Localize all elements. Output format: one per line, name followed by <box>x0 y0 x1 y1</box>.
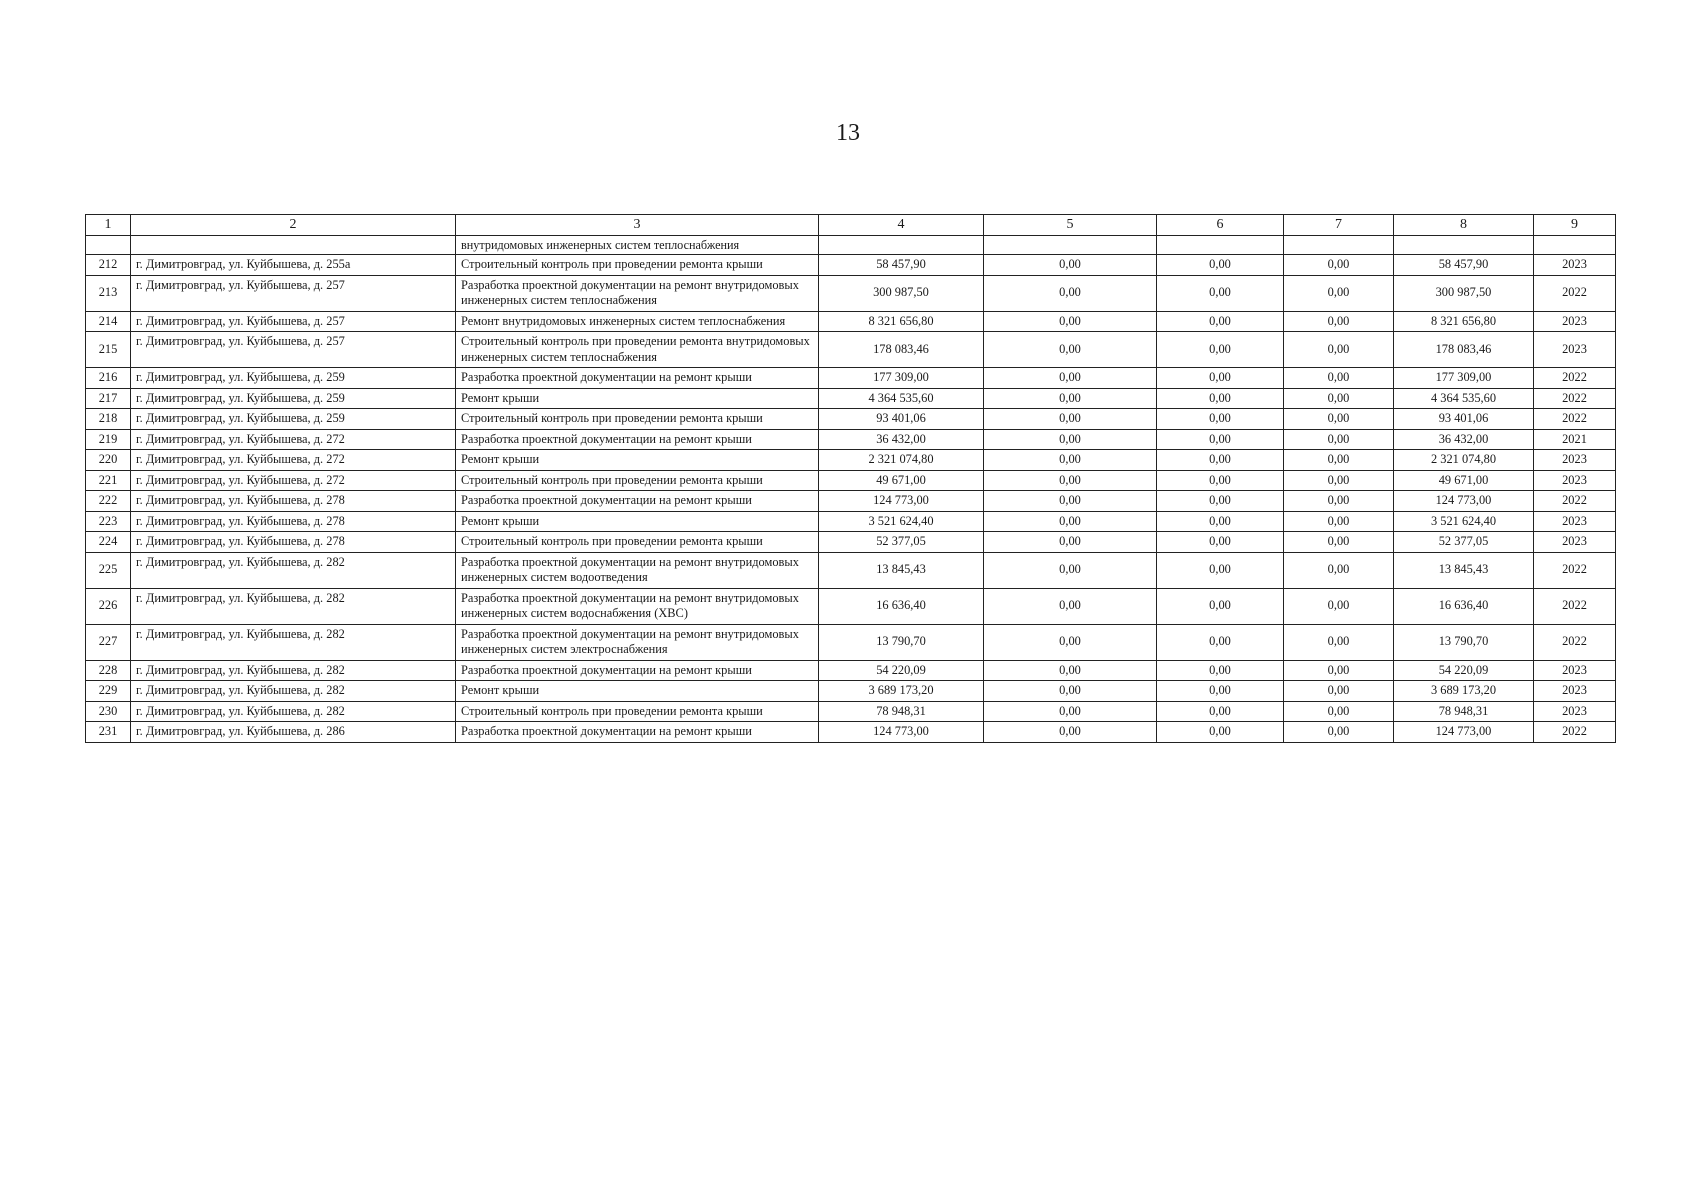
value-col-5: 0,00 <box>984 722 1157 742</box>
table-row <box>86 471 1616 492</box>
row-number: 229 <box>86 681 131 701</box>
work-description: Разработка проектной документации на ремонт крыши <box>456 661 819 681</box>
value-col-8: 3 521 624,40 <box>1394 512 1534 532</box>
address-cell: г. Димитровград, ул. Куйбышева, д. 286 <box>131 722 456 742</box>
header-col-5: 5 <box>984 215 1157 235</box>
header-col-2: 2 <box>131 215 456 235</box>
address-cell: г. Димитровград, ул. Куйбышева, д. 278 <box>131 512 456 532</box>
value-col-6: 0,00 <box>1157 450 1284 470</box>
value-col-8: 300 987,50 <box>1394 276 1534 311</box>
year-cell: 2022 <box>1534 409 1616 429</box>
address-cell: г. Димитровград, ул. Куйбышева, д. 259 <box>131 368 456 388</box>
work-description: Разработка проектной документации на ремонт внутридомовых инженерных систем электроснабжения <box>456 625 819 660</box>
table-row <box>86 512 1616 533</box>
total-cost-cell: 16 636,40 <box>819 589 984 624</box>
value-col-6: 0,00 <box>1157 409 1284 429</box>
value-col-7: 0,00 <box>1284 553 1394 588</box>
row-number: 228 <box>86 661 131 681</box>
value-col-6: 0,00 <box>1157 389 1284 409</box>
table-row <box>86 491 1616 512</box>
value-col-8: 177 309,00 <box>1394 368 1534 388</box>
value-col-6: 0,00 <box>1157 722 1284 742</box>
row-number: 217 <box>86 389 131 409</box>
year-cell: 2022 <box>1534 276 1616 311</box>
value-col-6: 0,00 <box>1157 681 1284 701</box>
total-cost-cell: 8 321 656,80 <box>819 312 984 332</box>
address-cell: г. Димитровград, ул. Куйбышева, д. 282 <box>131 625 456 660</box>
table-row <box>86 661 1616 682</box>
row-number: 227 <box>86 625 131 660</box>
value-col-7: 0,00 <box>1284 255 1394 275</box>
header-col-7: 7 <box>1284 215 1394 235</box>
continuation-cell-4 <box>819 236 984 255</box>
work-description: Ремонт крыши <box>456 450 819 470</box>
value-col-8: 3 689 173,20 <box>1394 681 1534 701</box>
table-row <box>86 532 1616 553</box>
header-col-4: 4 <box>819 215 984 235</box>
value-col-8: 13 790,70 <box>1394 625 1534 660</box>
total-cost-cell: 3 689 173,20 <box>819 681 984 701</box>
address-cell: г. Димитровград, ул. Куйбышева, д. 282 <box>131 589 456 624</box>
value-col-5: 0,00 <box>984 276 1157 311</box>
year-cell: 2022 <box>1534 491 1616 511</box>
address-cell: г. Димитровград, ул. Куйбышева, д. 257 <box>131 312 456 332</box>
value-col-7: 0,00 <box>1284 722 1394 742</box>
row-number: 231 <box>86 722 131 742</box>
value-col-5: 0,00 <box>984 532 1157 552</box>
value-col-5: 0,00 <box>984 512 1157 532</box>
year-cell: 2023 <box>1534 681 1616 701</box>
total-cost-cell: 36 432,00 <box>819 430 984 450</box>
continuation-row <box>86 236 1616 256</box>
value-col-5: 0,00 <box>984 681 1157 701</box>
value-col-7: 0,00 <box>1284 681 1394 701</box>
value-col-5: 0,00 <box>984 589 1157 624</box>
address-cell: г. Димитровград, ул. Куйбышева, д. 282 <box>131 661 456 681</box>
value-col-8: 2 321 074,80 <box>1394 450 1534 470</box>
value-col-7: 0,00 <box>1284 430 1394 450</box>
year-cell: 2022 <box>1534 553 1616 588</box>
value-col-7: 0,00 <box>1284 491 1394 511</box>
total-cost-cell: 49 671,00 <box>819 471 984 491</box>
year-cell: 2023 <box>1534 471 1616 491</box>
value-col-6: 0,00 <box>1157 532 1284 552</box>
year-cell: 2022 <box>1534 625 1616 660</box>
work-description: Ремонт крыши <box>456 681 819 701</box>
row-number: 223 <box>86 512 131 532</box>
continuation-cell-5 <box>984 236 1157 255</box>
row-number: 215 <box>86 332 131 367</box>
value-col-5: 0,00 <box>984 332 1157 367</box>
value-col-5: 0,00 <box>984 368 1157 388</box>
address-cell: г. Димитровград, ул. Куйбышева, д. 272 <box>131 471 456 491</box>
table-row <box>86 255 1616 276</box>
year-cell: 2021 <box>1534 430 1616 450</box>
work-description: Строительный контроль при проведении ремонта крыши <box>456 702 819 722</box>
row-number: 214 <box>86 312 131 332</box>
table-row <box>86 681 1616 702</box>
value-col-6: 0,00 <box>1157 661 1284 681</box>
header-col-8: 8 <box>1394 215 1534 235</box>
year-cell: 2023 <box>1534 661 1616 681</box>
value-col-7: 0,00 <box>1284 450 1394 470</box>
row-number: 216 <box>86 368 131 388</box>
value-col-5: 0,00 <box>984 389 1157 409</box>
value-col-6: 0,00 <box>1157 255 1284 275</box>
continuation-cell-8 <box>1394 236 1534 255</box>
value-col-5: 0,00 <box>984 625 1157 660</box>
total-cost-cell: 124 773,00 <box>819 722 984 742</box>
work-description: Ремонт внутридомовых инженерных систем теплоснабжения <box>456 312 819 332</box>
total-cost-cell: 3 521 624,40 <box>819 512 984 532</box>
table-row <box>86 430 1616 451</box>
value-col-6: 0,00 <box>1157 553 1284 588</box>
header-col-1: 1 <box>86 215 131 235</box>
address-cell: г. Димитровград, ул. Куйбышева, д. 259 <box>131 409 456 429</box>
total-cost-cell: 177 309,00 <box>819 368 984 388</box>
table-row <box>86 389 1616 410</box>
work-description: Ремонт крыши <box>456 512 819 532</box>
value-col-8: 178 083,46 <box>1394 332 1534 367</box>
address-cell: г. Димитровград, ул. Куйбышева, д. 272 <box>131 430 456 450</box>
value-col-8: 124 773,00 <box>1394 491 1534 511</box>
work-description: Разработка проектной документации на ремонт внутридомовых инженерных систем водоотведения <box>456 553 819 588</box>
value-col-5: 0,00 <box>984 553 1157 588</box>
repair-schedule-table <box>85 214 1616 743</box>
total-cost-cell: 2 321 074,80 <box>819 450 984 470</box>
address-cell: г. Димитровград, ул. Куйбышева, д. 278 <box>131 491 456 511</box>
total-cost-cell: 4 364 535,60 <box>819 389 984 409</box>
value-col-6: 0,00 <box>1157 368 1284 388</box>
value-col-7: 0,00 <box>1284 409 1394 429</box>
value-col-7: 0,00 <box>1284 702 1394 722</box>
value-col-6: 0,00 <box>1157 702 1284 722</box>
value-col-6: 0,00 <box>1157 276 1284 311</box>
header-col-9: 9 <box>1534 215 1616 235</box>
continuation-work-text: внутридомовых инженерных систем теплоснабжения <box>456 236 819 255</box>
work-description: Строительный контроль при проведении ремонта крыши <box>456 255 819 275</box>
table-row <box>86 276 1616 312</box>
address-cell: г. Димитровград, ул. Куйбышева, д. 272 <box>131 450 456 470</box>
value-col-8: 54 220,09 <box>1394 661 1534 681</box>
table-row <box>86 332 1616 368</box>
address-cell: г. Димитровград, ул. Куйбышева, д. 282 <box>131 553 456 588</box>
continuation-cell-6 <box>1157 236 1284 255</box>
value-col-5: 0,00 <box>984 450 1157 470</box>
table-row <box>86 409 1616 430</box>
work-description: Разработка проектной документации на ремонт крыши <box>456 722 819 742</box>
value-col-7: 0,00 <box>1284 661 1394 681</box>
row-number: 213 <box>86 276 131 311</box>
value-col-8: 16 636,40 <box>1394 589 1534 624</box>
value-col-6: 0,00 <box>1157 491 1284 511</box>
value-col-5: 0,00 <box>984 471 1157 491</box>
row-number: 226 <box>86 589 131 624</box>
work-description: Строительный контроль при проведении ремонта крыши <box>456 532 819 552</box>
year-cell: 2023 <box>1534 332 1616 367</box>
total-cost-cell: 54 220,09 <box>819 661 984 681</box>
header-col-6: 6 <box>1157 215 1284 235</box>
year-cell: 2023 <box>1534 312 1616 332</box>
value-col-7: 0,00 <box>1284 512 1394 532</box>
value-col-8: 124 773,00 <box>1394 722 1534 742</box>
table-header-row <box>86 215 1616 236</box>
continuation-cell-7 <box>1284 236 1394 255</box>
address-cell: г. Димитровград, ул. Куйбышева, д. 259 <box>131 389 456 409</box>
year-cell: 2022 <box>1534 589 1616 624</box>
value-col-8: 36 432,00 <box>1394 430 1534 450</box>
year-cell: 2023 <box>1534 702 1616 722</box>
continuation-cell-9 <box>1534 236 1616 255</box>
row-number: 222 <box>86 491 131 511</box>
work-description: Разработка проектной документации на ремонт внутридомовых инженерных систем водоснабжения (ХВС) <box>456 589 819 624</box>
value-col-7: 0,00 <box>1284 389 1394 409</box>
value-col-7: 0,00 <box>1284 312 1394 332</box>
value-col-6: 0,00 <box>1157 430 1284 450</box>
value-col-8: 93 401,06 <box>1394 409 1534 429</box>
work-description: Разработка проектной документации на ремонт крыши <box>456 491 819 511</box>
year-cell: 2022 <box>1534 368 1616 388</box>
row-number: 219 <box>86 430 131 450</box>
row-number: 212 <box>86 255 131 275</box>
value-col-5: 0,00 <box>984 312 1157 332</box>
year-cell: 2023 <box>1534 255 1616 275</box>
page-number: 13 <box>836 120 860 146</box>
table-row <box>86 702 1616 723</box>
work-description: Строительный контроль при проведении ремонта крыши <box>456 471 819 491</box>
row-number: 221 <box>86 471 131 491</box>
year-cell: 2022 <box>1534 389 1616 409</box>
address-cell: г. Димитровград, ул. Куйбышева, д. 257 <box>131 276 456 311</box>
address-cell: г. Димитровград, ул. Куйбышева, д. 278 <box>131 532 456 552</box>
value-col-8: 52 377,05 <box>1394 532 1534 552</box>
work-description: Разработка проектной документации на ремонт крыши <box>456 368 819 388</box>
value-col-5: 0,00 <box>984 409 1157 429</box>
value-col-6: 0,00 <box>1157 589 1284 624</box>
value-col-8: 8 321 656,80 <box>1394 312 1534 332</box>
year-cell: 2023 <box>1534 532 1616 552</box>
value-col-8: 4 364 535,60 <box>1394 389 1534 409</box>
value-col-7: 0,00 <box>1284 589 1394 624</box>
row-number: 225 <box>86 553 131 588</box>
work-description: Ремонт крыши <box>456 389 819 409</box>
value-col-7: 0,00 <box>1284 471 1394 491</box>
value-col-6: 0,00 <box>1157 625 1284 660</box>
value-col-8: 78 948,31 <box>1394 702 1534 722</box>
total-cost-cell: 13 845,43 <box>819 553 984 588</box>
table-row <box>86 312 1616 333</box>
value-col-5: 0,00 <box>984 661 1157 681</box>
row-number: 224 <box>86 532 131 552</box>
table-row <box>86 553 1616 589</box>
row-number: 218 <box>86 409 131 429</box>
table-row <box>86 368 1616 389</box>
value-col-5: 0,00 <box>984 430 1157 450</box>
value-col-7: 0,00 <box>1284 532 1394 552</box>
work-description: Разработка проектной документации на ремонт крыши <box>456 430 819 450</box>
value-col-7: 0,00 <box>1284 276 1394 311</box>
value-col-6: 0,00 <box>1157 332 1284 367</box>
total-cost-cell: 58 457,90 <box>819 255 984 275</box>
year-cell: 2023 <box>1534 450 1616 470</box>
table-row <box>86 625 1616 661</box>
total-cost-cell: 93 401,06 <box>819 409 984 429</box>
year-cell: 2023 <box>1534 512 1616 532</box>
value-col-5: 0,00 <box>984 255 1157 275</box>
address-cell: г. Димитровград, ул. Куйбышева, д. 255а <box>131 255 456 275</box>
row-number: 230 <box>86 702 131 722</box>
header-col-3: 3 <box>456 215 819 235</box>
value-col-6: 0,00 <box>1157 312 1284 332</box>
table-row <box>86 450 1616 471</box>
value-col-8: 49 671,00 <box>1394 471 1534 491</box>
value-col-7: 0,00 <box>1284 332 1394 367</box>
total-cost-cell: 178 083,46 <box>819 332 984 367</box>
continuation-address-cell <box>131 236 456 255</box>
value-col-7: 0,00 <box>1284 368 1394 388</box>
address-cell: г. Димитровград, ул. Куйбышева, д. 257 <box>131 332 456 367</box>
value-col-7: 0,00 <box>1284 625 1394 660</box>
work-description: Строительный контроль при проведении ремонта внутридомовых инженерных систем теплоснабжения <box>456 332 819 367</box>
work-description: Разработка проектной документации на ремонт внутридомовых инженерных систем теплоснабжения <box>456 276 819 311</box>
value-col-6: 0,00 <box>1157 512 1284 532</box>
year-cell: 2022 <box>1534 722 1616 742</box>
address-cell: г. Димитровград, ул. Куйбышева, д. 282 <box>131 681 456 701</box>
total-cost-cell: 52 377,05 <box>819 532 984 552</box>
row-number: 220 <box>86 450 131 470</box>
continuation-num-cell <box>86 236 131 255</box>
address-cell: г. Димитровград, ул. Куйбышева, д. 282 <box>131 702 456 722</box>
value-col-8: 58 457,90 <box>1394 255 1534 275</box>
value-col-6: 0,00 <box>1157 471 1284 491</box>
work-description: Строительный контроль при проведении ремонта крыши <box>456 409 819 429</box>
table-row <box>86 589 1616 625</box>
total-cost-cell: 78 948,31 <box>819 702 984 722</box>
value-col-5: 0,00 <box>984 491 1157 511</box>
value-col-8: 13 845,43 <box>1394 553 1534 588</box>
total-cost-cell: 124 773,00 <box>819 491 984 511</box>
value-col-5: 0,00 <box>984 702 1157 722</box>
total-cost-cell: 300 987,50 <box>819 276 984 311</box>
table-row <box>86 722 1616 743</box>
total-cost-cell: 13 790,70 <box>819 625 984 660</box>
